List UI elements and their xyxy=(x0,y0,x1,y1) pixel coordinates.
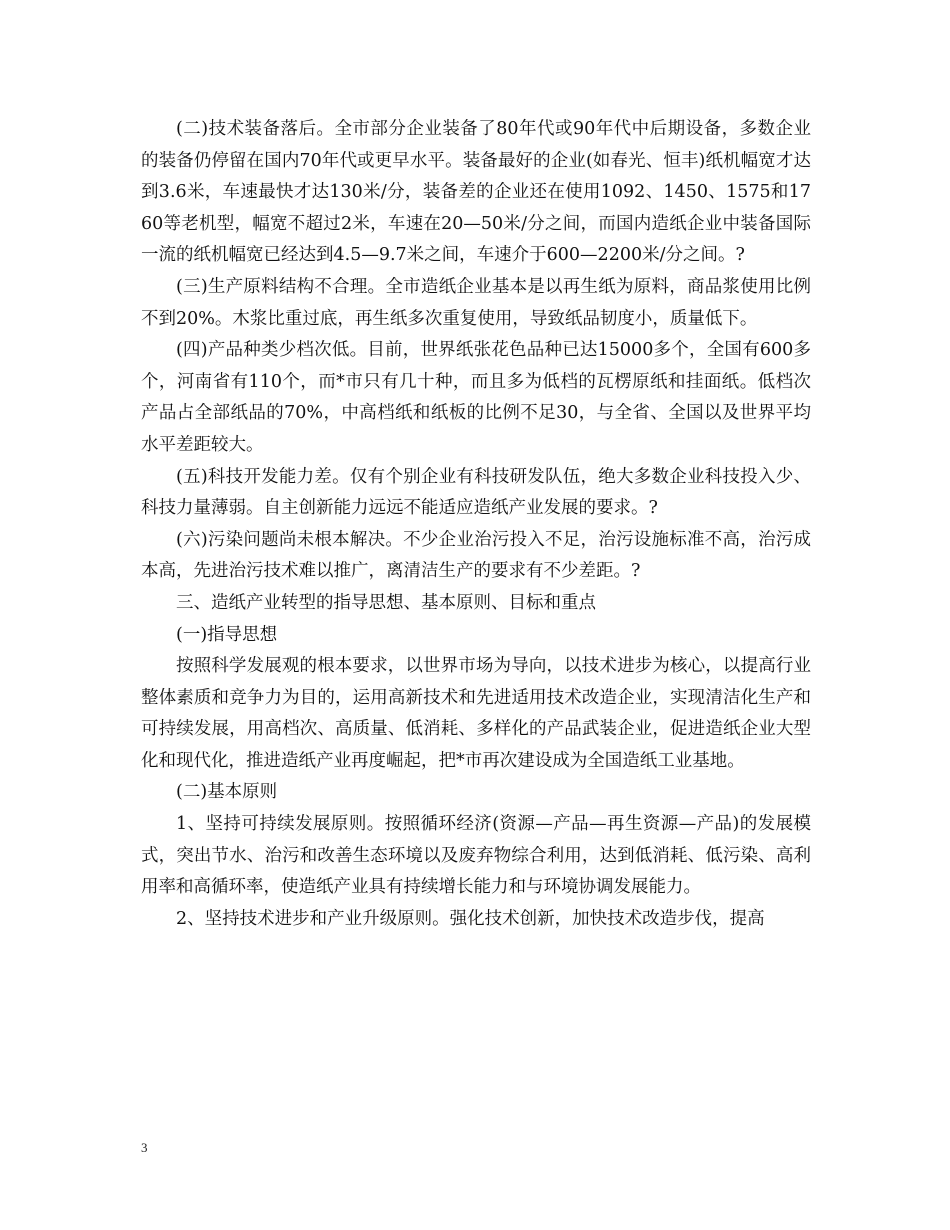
paragraph-principle-sustainable: 1、坚持可持续发展原则。按照循环经济(资源—产品—再生资源—产品)的发展模式，突出节水、治污和改善生态环境以及废弃物综合利用，达到低消耗、低污染、高利用率和高循环率，使造纸产业具有持续增长能力和与环境协调发展能力。 xyxy=(141,814,811,898)
paragraph-pollution: (六)污染问题尚未根本解决。不少企业治污投入不足，治污设施标准不高，治污成本高，先进治污技术难以推广，离清洁生产的要求有不少差距。? xyxy=(141,529,811,582)
subheading-basic-principles: (二)基本原则 xyxy=(176,782,278,803)
paragraph-guiding-ideology: 按照科学发展观的根本要求，以世界市场为导向，以技术进步为核心，以提高行业整体素质和竞争力为目的，运用高新技术和先进适用技术改造企业，实现清洁化生产和可持续发展，用高档次、高质量、低消耗、多样化的产品武装企业，促进造纸企业大型化和现代化，推进造纸产业再度崛起，把*市再次建设成为全国造纸工业基地。 xyxy=(141,656,811,771)
section-heading-transformation: 三、造纸产业转型的指导思想、基本原则、目标和重点 xyxy=(176,592,596,613)
document-body xyxy=(141,114,811,935)
paragraph-raw-material-structure: (三)生产原料结构不合理。全市造纸企业基本是以再生纸为原料，商品浆使用比例不到20%。木浆比重过底，再生纸多次重复使用，导致纸品韧度小，质量低下。 xyxy=(141,276,811,329)
paragraph-rd-capability: (五)科技开发能力差。仅有个别企业有科技研发队伍，绝大多数企业科技投入少、科技力量薄弱。自主创新能力远远不能适应造纸产业发展的要求。? xyxy=(141,466,811,519)
paragraph-principle-technology: 2、坚持技术进步和产业升级原则。强化技术创新，加快技术改造步伐，提高 xyxy=(176,908,765,929)
paragraph-product-variety: (四)产品种类少档次低。目前，世界纸张花色品种已达15000多个，全国有600多个，河南省有110个，而*市只有几十种，而且多为低档的瓦楞原纸和挂面纸。低档次产品占全部纸品的70%，中高档纸和纸板的比例不足30，与全省、全国以及世界平均水平差距较大。 xyxy=(141,340,811,455)
subheading-guiding-ideology: (一)指导思想 xyxy=(176,624,278,645)
page-number: 3 xyxy=(141,1140,148,1155)
paragraph-equipment-backward: (二)技术装备落后。全市部分企业装备了80年代或90年代中后期设备，多数企业的装备仍停留在国内70年代或更早水平。装备最好的企业(如春光、恒丰)纸机幅宽才达到3.6米，车速最快才达130米/分，装备差的企业还在使用1092、1450、1575和1760等老机型，幅宽不超过2米，车速在20—50米/分之间，而国内造纸企业中装备国际一流的纸机幅宽已经达到4.5—9.7米之间，车速介于600—2200米/分之间。? xyxy=(141,119,811,266)
